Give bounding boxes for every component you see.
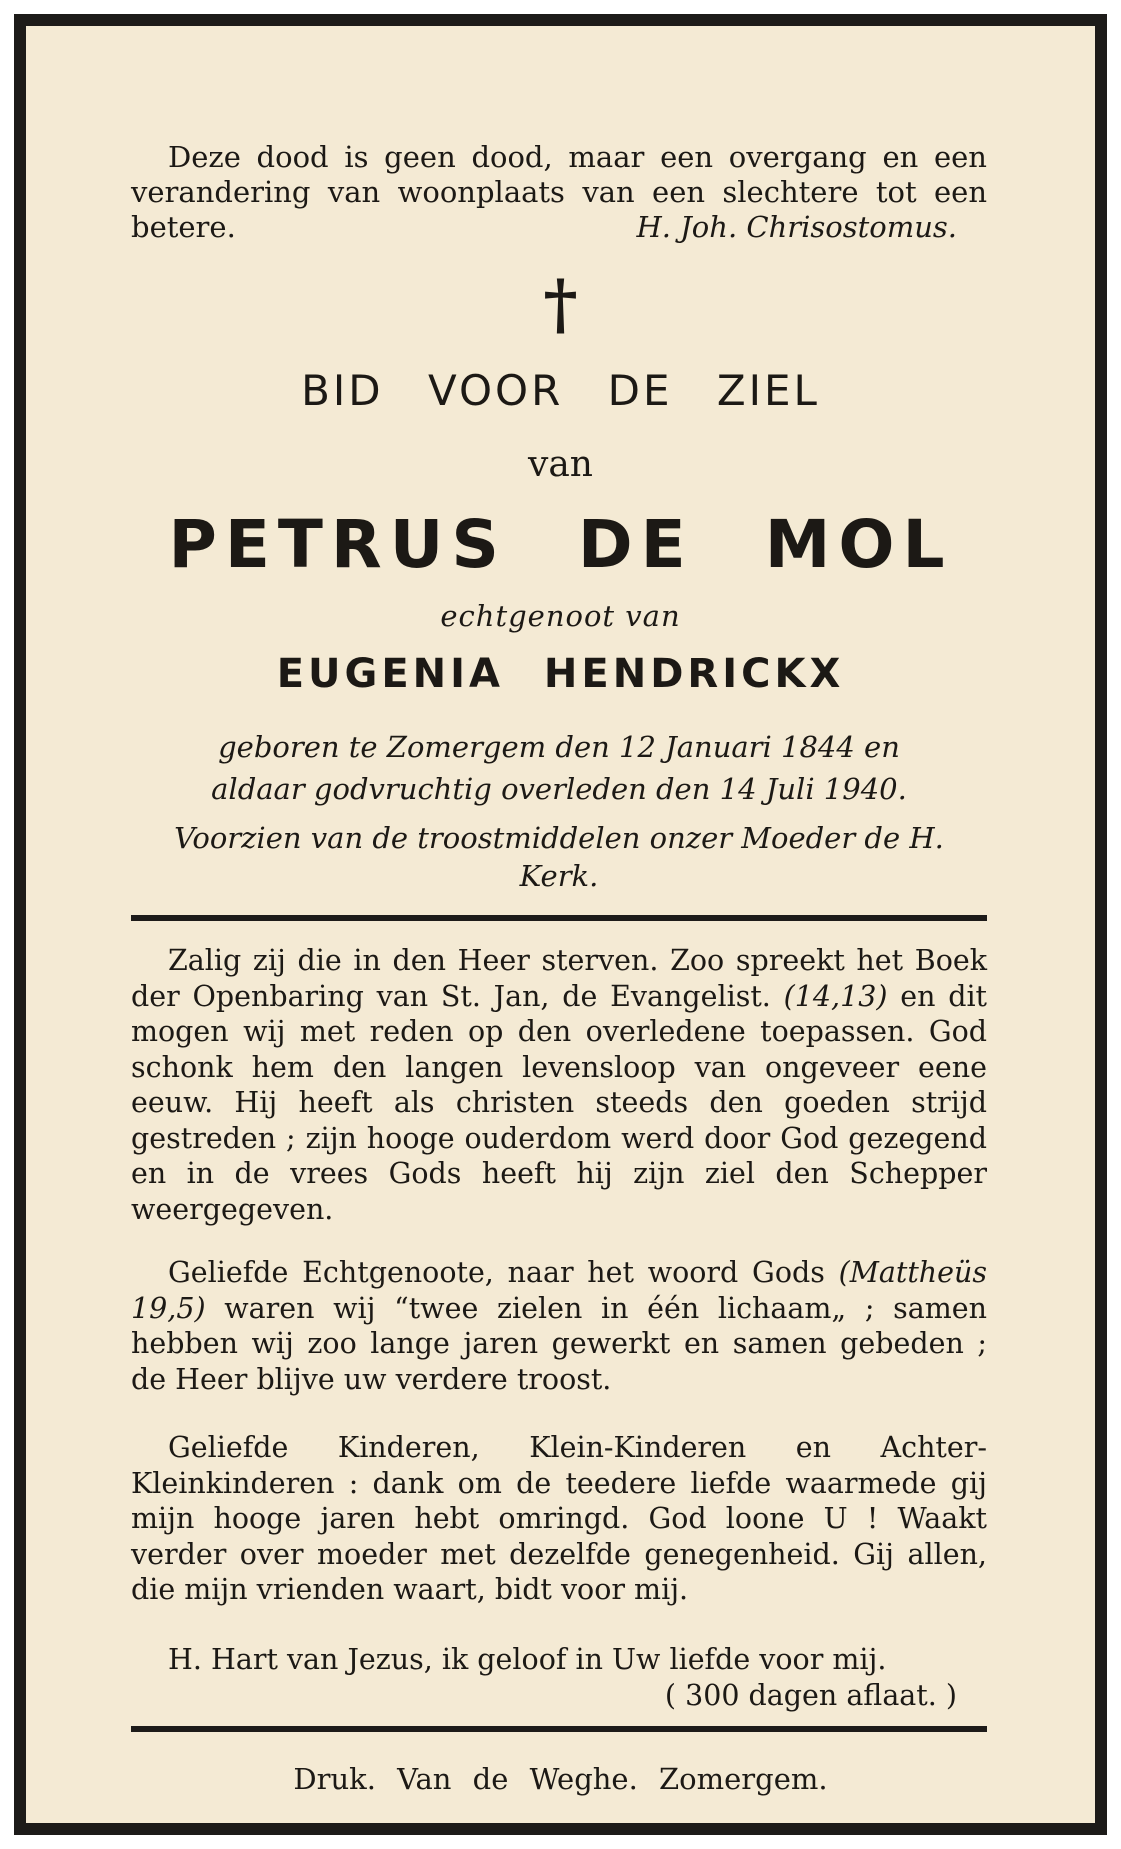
printer-credit: Druk. Van de Weghe. Zomergem. [293, 1762, 828, 1796]
birth-line: geboren te Zomergem den 12 Januari 1844 en [218, 730, 900, 764]
cross-icon: † [543, 265, 578, 343]
memorial-card [14, 14, 1107, 1835]
divider-bottom [131, 1726, 987, 1732]
p2-reference: (Mattheüs 19,5) [131, 1256, 987, 1325]
quote-text: Deze dood is geen dood, maar een overgang en een verandering van woonplaats van een slechtere tot een betere. [131, 140, 987, 244]
sacraments-line: Voorzien van de troostmiddelen onzer Moeder de H. Kerk. [174, 821, 944, 893]
paragraph-children: Geliefde Kinderen, Klein-Kinderen en Achter-Kleinkinderen : dank om de teedere liefde waarmede gij mijn hooge jaren hebt omringd. God loone U ! Waakt verder over moeder met dezelfde genegenheid. Gij allen, die mijn vrienden waart, bidt voor mij. [131, 1431, 987, 1606]
paragraph-prayer [131, 1642, 987, 1713]
deceased-name: PETRUS DE MOL [168, 506, 953, 583]
paragraph-spouse [131, 1255, 987, 1397]
prayer-heading: BID VOOR DE ZIEL [301, 366, 820, 415]
life-dates [131, 726, 987, 810]
van-label: van [528, 444, 593, 485]
quote-attribution: H. Joh. Chrisostomus. [636, 210, 957, 244]
card-content [26, 26, 1095, 1823]
paragraph-scripture [131, 943, 987, 1227]
p1-text-b: en dit mogen wij met reden op den overledene toepassen. God schonk hem den langen levensloop van ongeveer eene eeuw. Hij heeft als christen steeds den goeden strijd gestreden ; zijn hooge ouderdom werd door God gezegend en in de vrees Gods heeft hij zijn ziel den Schepper weergegeven. [131, 979, 988, 1226]
p4-text: H. Hart van Jezus, ik geloof in Uw liefde voor mij. [168, 1643, 887, 1676]
spouse-name: EUGENIA HENDRICKX [276, 651, 845, 697]
p2-text-a: Geliefde Echtgenoote, naar het woord Gods [168, 1256, 825, 1289]
divider-top [131, 915, 987, 921]
indulgence-note: ( 300 dagen aflaat. ) [664, 1678, 957, 1712]
spouse-label: echtgenoot van [440, 599, 681, 633]
opening-quote [131, 140, 987, 245]
p1-reference: (14,13) [783, 979, 888, 1013]
death-line: aldaar godvruchtig overleden den 14 Juli 1940. [211, 772, 907, 806]
p1-text-a: Zalig zij die in den Heer sterven. Zoo spreekt het Boek der Openbaring van St. Jan, de Evangelist. [131, 944, 987, 1013]
p2-text-b: waren wij “twee zielen in één lichaam„ ; samen hebben wij zoo lange jaren gewerkt en samen gebeden ; de Heer blijve uw verdere troost. [131, 1291, 987, 1396]
